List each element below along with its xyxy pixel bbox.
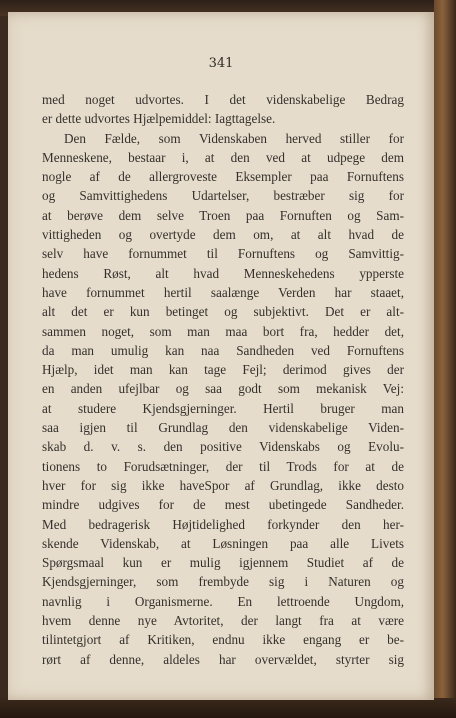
text-line: rørt af denne, aldeles har overvældet, styrter sig [42, 651, 404, 667]
text-line: vittigheden og overtyde dem om, at alt hvad de [42, 227, 404, 243]
text-line: tilintetgjort af Kritiken, endnu ikke engang er be- [42, 632, 404, 648]
text-line: at berøve dem selve Troen paa Fornuften og Sam- [42, 207, 404, 223]
text-line: alt det er kun betinget og subjektivt. Det er alt- [42, 304, 404, 320]
text-line: Med bedragerisk Højtidelighed forkynder den her- [42, 516, 404, 532]
text-line: hedens Røst, alt hvad Menneskehedens ypperste [42, 265, 404, 281]
book-cover-right-edge [434, 0, 456, 718]
text-line: hvem denne nye Avtoritet, der langt fra at være [42, 613, 404, 629]
text-line: have fornummet hertil saalænge Verden har staaet, [42, 284, 404, 300]
text-line: en anden ufejlbar og saa godt som mekanisk Vej: [42, 381, 404, 397]
text-line: Den Fælde, som Videnskaben herved stiller for [64, 130, 404, 146]
text-line: skende Videnskab, at Løsningen paa alle Livets [42, 535, 404, 551]
text-line: er dette udvortes Hjælpemiddel: Iagttagelse. [42, 111, 276, 127]
text-line: og Samvittighedens Udartelser, bestræber sig for [42, 188, 404, 204]
text-line: da man umulig kan naa Sandheden ved Fornuftens [42, 342, 404, 358]
text-line: Hjælp, idet man kan tage Fejl; derimod gives der [42, 362, 404, 378]
page-number: 341 [208, 56, 234, 71]
text-line: skab d. v. s. den positive Videnskabs og Evolu- [42, 439, 404, 455]
text-line: selv have fornummet til Fornuftens og Samvittig- [42, 246, 404, 262]
text-line: Kjendsgjerninger, som frembyde sig i Naturen og [42, 574, 404, 590]
book-page [8, 12, 434, 700]
text-line: navnlig i Organismerne. En lettroende Ungdom, [42, 593, 404, 609]
book-cover-bottom-edge [0, 698, 456, 718]
text-line: at studere Kjendsgjerninger. Hertil bruger man [42, 400, 404, 416]
text-line: tionens to Forudsætninger, der til Trods for at de [42, 458, 404, 474]
text-line: med noget udvortes. I det videnskabelige Bedrag [42, 92, 404, 107]
text-line: nogle af de allergroveste Eksempler paa Fornuftens [42, 169, 404, 185]
text-line: mindre udgives for de mest ubetingede Sandheder. [42, 497, 404, 513]
text-line: Spørgsmaal kun er mulig igjennem Studiet af de [42, 555, 404, 571]
text-line: sammen noget, som man maa bort fra, hedder det, [42, 323, 404, 339]
text-line: saa igjen til Grundlag den videnskabelige Viden- [42, 420, 404, 436]
text-line: hver for sig ikke haveSpor af Grundlag, ikke desto [42, 477, 404, 493]
page-text-block [42, 90, 404, 669]
text-line: Menneskene, bestaar i, at den ved at udpege dem [42, 149, 404, 165]
